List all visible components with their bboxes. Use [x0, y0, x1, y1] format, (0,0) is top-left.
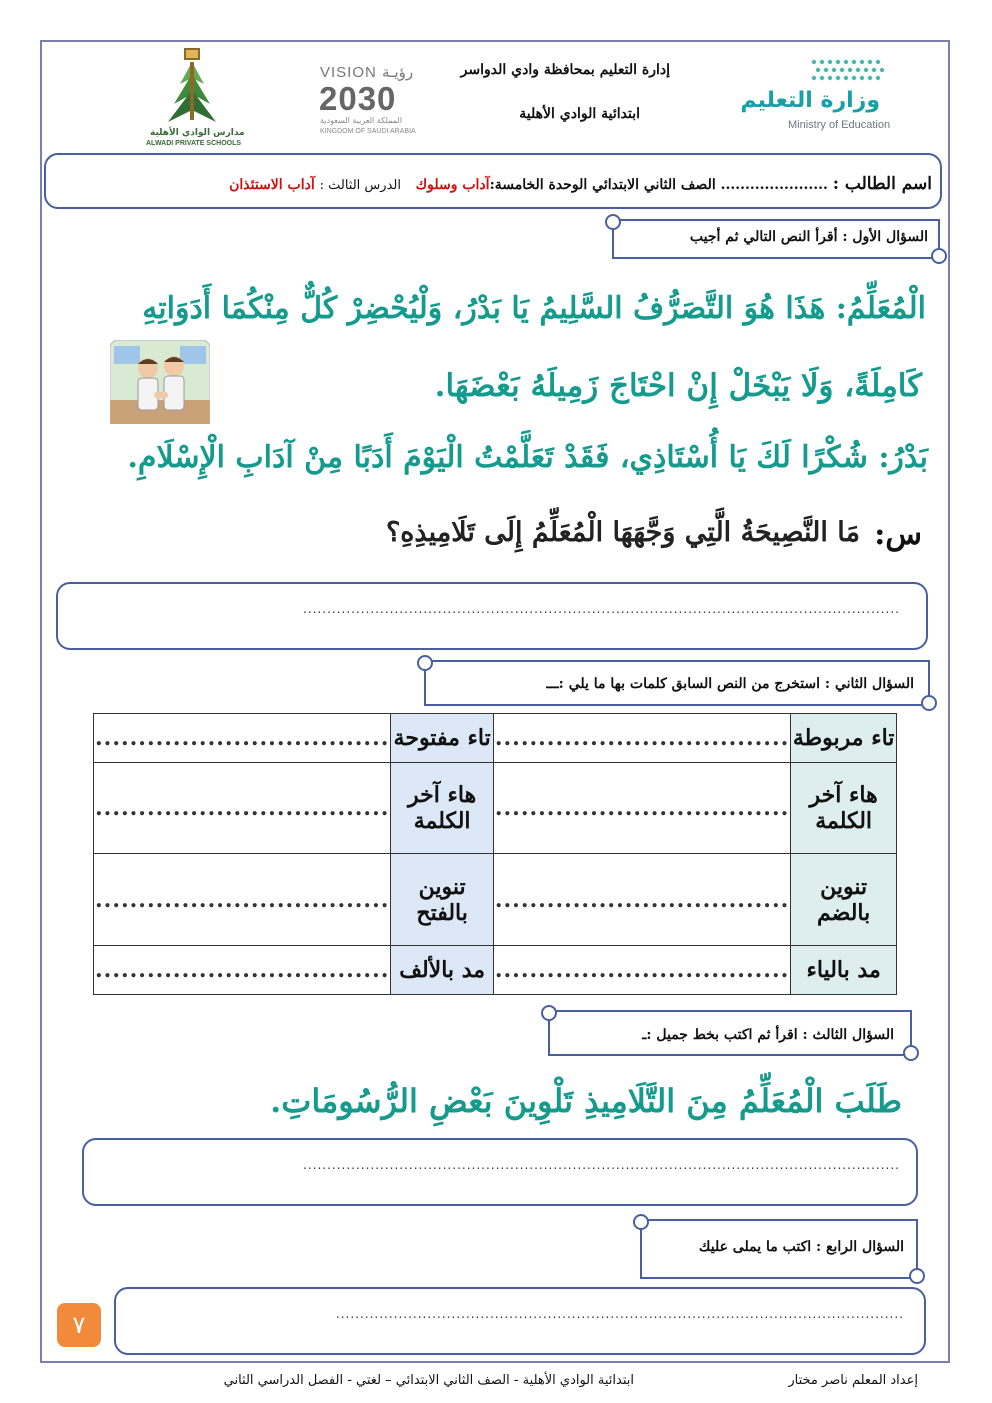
table-cell-answer[interactable]: ..................................: [94, 714, 391, 763]
student-name-field[interactable]: ......................: [720, 177, 828, 193]
vision-year: 2030: [319, 80, 397, 117]
table-cell-answer[interactable]: ..................................: [94, 946, 391, 995]
table-cell-category: هاء آخر الكلمة: [391, 762, 493, 854]
table-cell-category: تنوين بالفتح: [391, 854, 493, 946]
footer-course: ابتدائية الوادي الأهلية - الصف الثاني الابتدائي – لغتي - الفصل الدراسي الثاني: [223, 1373, 634, 1388]
q1-text-line-3: بَدْرُ: شُكْرًا لَكَ يَا أُسْتَاذِي، فَقَدْ تَعَلَّمْتُ الْيَوْمَ أَدَبًا مِنْ آدَابِ الْإِسْلَامِ.: [127, 440, 928, 475]
q3-sentence: طَلَبَ الْمُعَلِّمُ مِنَ التَّلَامِيذِ تَلْوِينَ بَعْضِ الرُّسُومَاتِ.: [270, 1082, 902, 1120]
q4-answer-line[interactable]: ......................................................................................................................: [335, 1307, 904, 1321]
table-cell-answer[interactable]: ..................................: [493, 762, 790, 854]
q1-answer-box[interactable]: [56, 582, 928, 650]
lesson-label: الدرس الثالث :: [319, 178, 401, 193]
q3-answer-line[interactable]: ............................................................................................................................: [303, 1158, 900, 1172]
q1-label: السؤال الأول : أقرأ النص التالي ثم أجيب: [689, 229, 928, 245]
school-title: ابتدائية الوادي الأهلية: [519, 106, 640, 122]
ministry-name-ar: وزارة التعليم: [740, 88, 880, 113]
vision-kingdom-ar: المملكة العربية السعودية: [320, 116, 403, 125]
q3-answer-box[interactable]: [82, 1138, 918, 1206]
table-row: [94, 714, 897, 763]
table-cell-answer[interactable]: ..................................: [94, 762, 391, 854]
q1-text-line-1: الْمُعَلِّمُ: هَذَا هُوَ التَّصَرُّفُ السَّلِيمُ يَا بَدْرُ، وَلْيُحْضِرْ كُلٌّ مِنْكُمَا أَدَوَاتِهِ: [142, 291, 926, 326]
q4-answer-box[interactable]: [114, 1287, 926, 1355]
table-cell-category: تاء مربوطة: [791, 714, 897, 763]
q1-question: مَا النَّصِيحَةُ الَّتِي وَجَّهَهَا الْمُعَلِّمُ إِلَى تَلَامِيذِهِ؟: [385, 517, 860, 548]
table-cell-category: مد بالياء: [791, 946, 897, 995]
table-cell-category: هاء آخر الكلمة: [791, 762, 897, 854]
q3-label: السؤال الثالث : اقرأ ثم اكتب بخط جميل :ـ: [642, 1027, 894, 1043]
lesson-name: آداب الاستئذان: [229, 177, 315, 193]
table-row: [94, 854, 897, 946]
grade-text: الصف الثاني الابتدائي: [592, 177, 716, 193]
ministry-logo-dots-icon: [808, 58, 888, 82]
vision-en: VISION: [320, 64, 377, 81]
q1-answer-line[interactable]: ............................................................................................................................: [303, 602, 900, 616]
student-info-line: [229, 174, 932, 194]
classroom-illustration: [110, 340, 210, 424]
table-cell-answer[interactable]: ..................................: [493, 946, 790, 995]
vision-label: [320, 63, 413, 81]
table-cell-category: مد بالألف: [391, 946, 493, 995]
unit-name: آداب وسلوك: [415, 177, 490, 193]
directorate-title: إدارة التعليم بمحافظة وادي الدواسر: [460, 62, 670, 78]
page-number-badge: ٧: [57, 1303, 101, 1347]
school-logo-ar: مدارس الوادي الأهلية: [150, 128, 245, 138]
q2-label: السؤال الثاني : استخرج من النص السابق كلمات بها ما يلي :ـــ: [546, 676, 914, 692]
q4-label: السؤال الرابع : اكتب ما يملى عليك: [698, 1239, 904, 1255]
table-cell-category: تنوين بالضم: [791, 854, 897, 946]
school-logo-icon: [160, 44, 224, 126]
vision-ar: رؤيـة: [382, 63, 414, 81]
footer-prepared-by: إعداد المعلم ناصر مختار: [788, 1373, 918, 1388]
vision-kingdom-en: KINGDOM OF SAUDI ARABIA: [320, 128, 416, 135]
unit-label: الوحدة الخامسة:: [489, 177, 588, 193]
table-cell-answer[interactable]: ..................................: [493, 714, 790, 763]
ministry-name-en: Ministry of Education: [788, 119, 891, 131]
table-cell-answer[interactable]: ..................................: [94, 854, 391, 946]
table-row: [94, 946, 897, 995]
student-name-label: اسم الطالب :: [832, 174, 932, 194]
table-cell-answer[interactable]: ..................................: [493, 854, 790, 946]
q1-question-prefix: س:: [874, 517, 922, 552]
q1-text-line-2: كَامِلَةً، وَلَا يَبْخَلْ إِنْ احْتَاجَ زَمِيلَهُ بَعْضَهَا.: [434, 368, 922, 404]
table-row: [94, 762, 897, 854]
q2-words-table: [93, 713, 897, 995]
school-logo-en: ALWADI PRIVATE SCHOOLS: [146, 140, 242, 147]
table-cell-category: تاء مفتوحة: [391, 714, 493, 763]
